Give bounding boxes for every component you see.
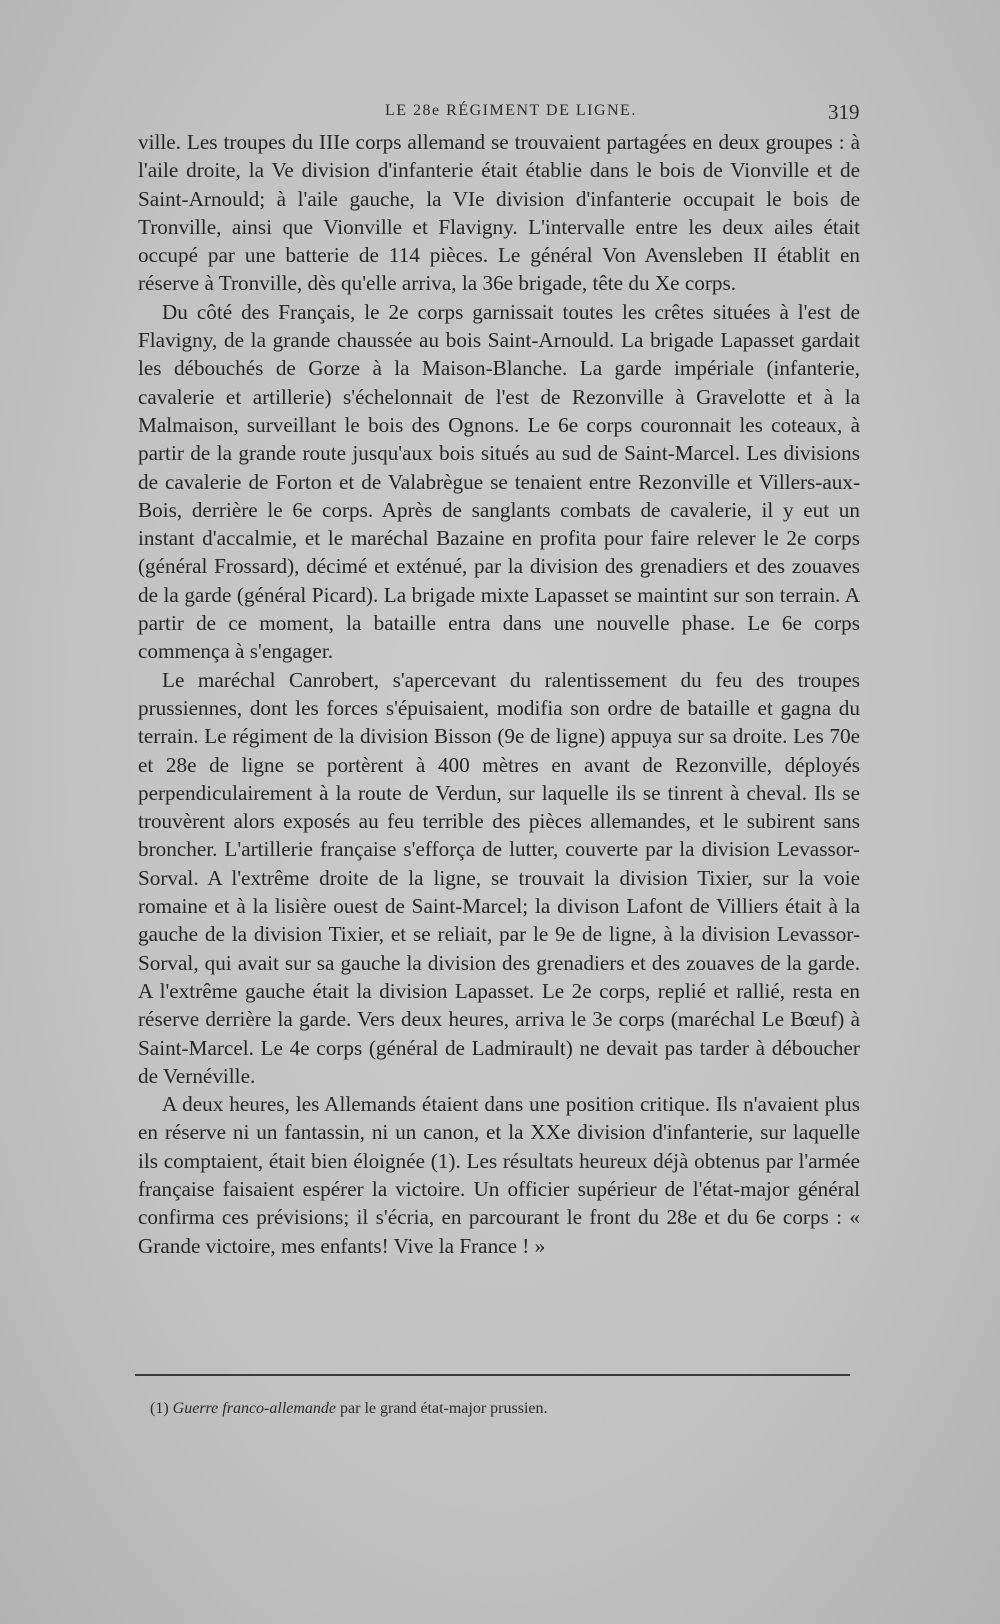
running-title: LE 28e RÉGIMENT DE LIGNE. [385,102,637,119]
paragraph-4: A deux heures, les Allemands étaient dans une position critique. Ils n'avaient plus en réserve ni un fantassin, ni un canon, et la XXe division d'infanterie, sur laquelle ils comptaient, était bien éloignée (1). Les résultats heureux déjà obtenus par l'armée française faisaient espérer la victoire. Un officier supérieur de l'état-major général confirma ces prévisions; il s'écria, en parcourant le front du 28e et du 6e corps : « Grande victoire, mes enfants! Vive la France ! » [138,1092,860,1258]
running-head [0,100,1000,130]
page-number: 319 [828,100,860,124]
footnote-text: par le grand état-major prussien. [336,1400,548,1417]
paragraph-1: ville. Les troupes du IIIe corps allemand se trouvaient partagées en deux groupes : à l'aile droite, la Ve division d'infanterie était établie dans le bois de Vionville et de Saint-Arnould; à l'aile gauche, la VIe division d'infanterie occupait le bois de Tronville, ainsi que Vionville et Flavigny. L'intervalle entre les deux ailes était occupé par une batterie de 114 pièces. Le général Von Avensleben II établit en réserve à Tronville, dès qu'elle arriva, la 36e brigade, tête du Xe corps. [138,130,860,296]
footnote-rule [135,1374,850,1376]
paragraph-2: Du côté des Français, le 2e corps garnissait toutes les crêtes situées à l'est de Flavigny, de la grande chaussée au bois Saint-Arnould. La brigade Lapasset gardait les débouchés de Gorze à la Maison-Blanche. La garde impériale (infanterie, cavalerie et artillerie) s'échelonnait de l'est de Rezonville à Gravelotte et à la Malmaison, surveillant le bois des Ognons. Le 6e corps couronnait les coteaux, à partir de la grande route jusqu'aux bois situés au sud de Saint-Marcel. Les divisions de cavalerie de Forton et de Valabrègue se tenaient entre Rezonville et Villers-aux-Bois, derrière le 6e corps. Après de sanglants combats de cavalerie, il y eut un instant d'accalmie, et le maréchal Bazaine en profita pour faire relever le 2e corps (général Frossard), décimé et exténué, par la division des grenadiers et des zouaves de la garde (général Picard). La brigade mixte Lapasset se maintint sur son terrain. A partir de ce moment, la bataille entra dans une nouvelle phase. Le 6e corps commença à s'engager. [138,299,860,664]
footnote-marker: (1) [150,1400,169,1417]
body-text [138,128,860,1260]
footnote-title: Guerre franco-allemande [172,1400,337,1417]
paragraph-3: Le maréchal Canrobert, s'apercevant du ralentissement du feu des troupes prussiennes, dont les forces s'épuisaient, modifia son ordre de bataille et gagna du terrain. Le régiment de la division Bisson (9e de ligne) appuya sur sa droite. Les 70e et 28e de ligne se portèrent à 400 mètres en avant de Rezonville, déployés perpendiculairement à la route de Verdun, sur laquelle ils se tinrent à cheval. Ils se trouvèrent alors exposés au feu terrible des pièces allemandes, et le subirent sans broncher. L'artillerie française s'efforça de lutter, couverte par la division Levassor-Sorval. A l'extrême droite de la ligne, se trouvait la division Tixier, sur la voie romaine et à la lisière ouest de Saint-Marcel; la divison Lafont de Villiers était à la gauche de la division Tixier, et se reliait, par le 9e de ligne, à la division Levassor-Sorval, qui avait sur sa gauche la division des grenadiers et des zouaves de la garde. A l'extrême gauche était la division Lapasset. Le 2e corps, replié et rallié, resta en réserve derrière la garde. Vers deux heures, arriva le 3e corps (maréchal Le Bœuf) à Saint-Marcel. Le 4e corps (général de Ladmirault) ne devait pas tarder à déboucher de Vernéville. [138,667,860,1088]
footnote [150,1400,850,1418]
